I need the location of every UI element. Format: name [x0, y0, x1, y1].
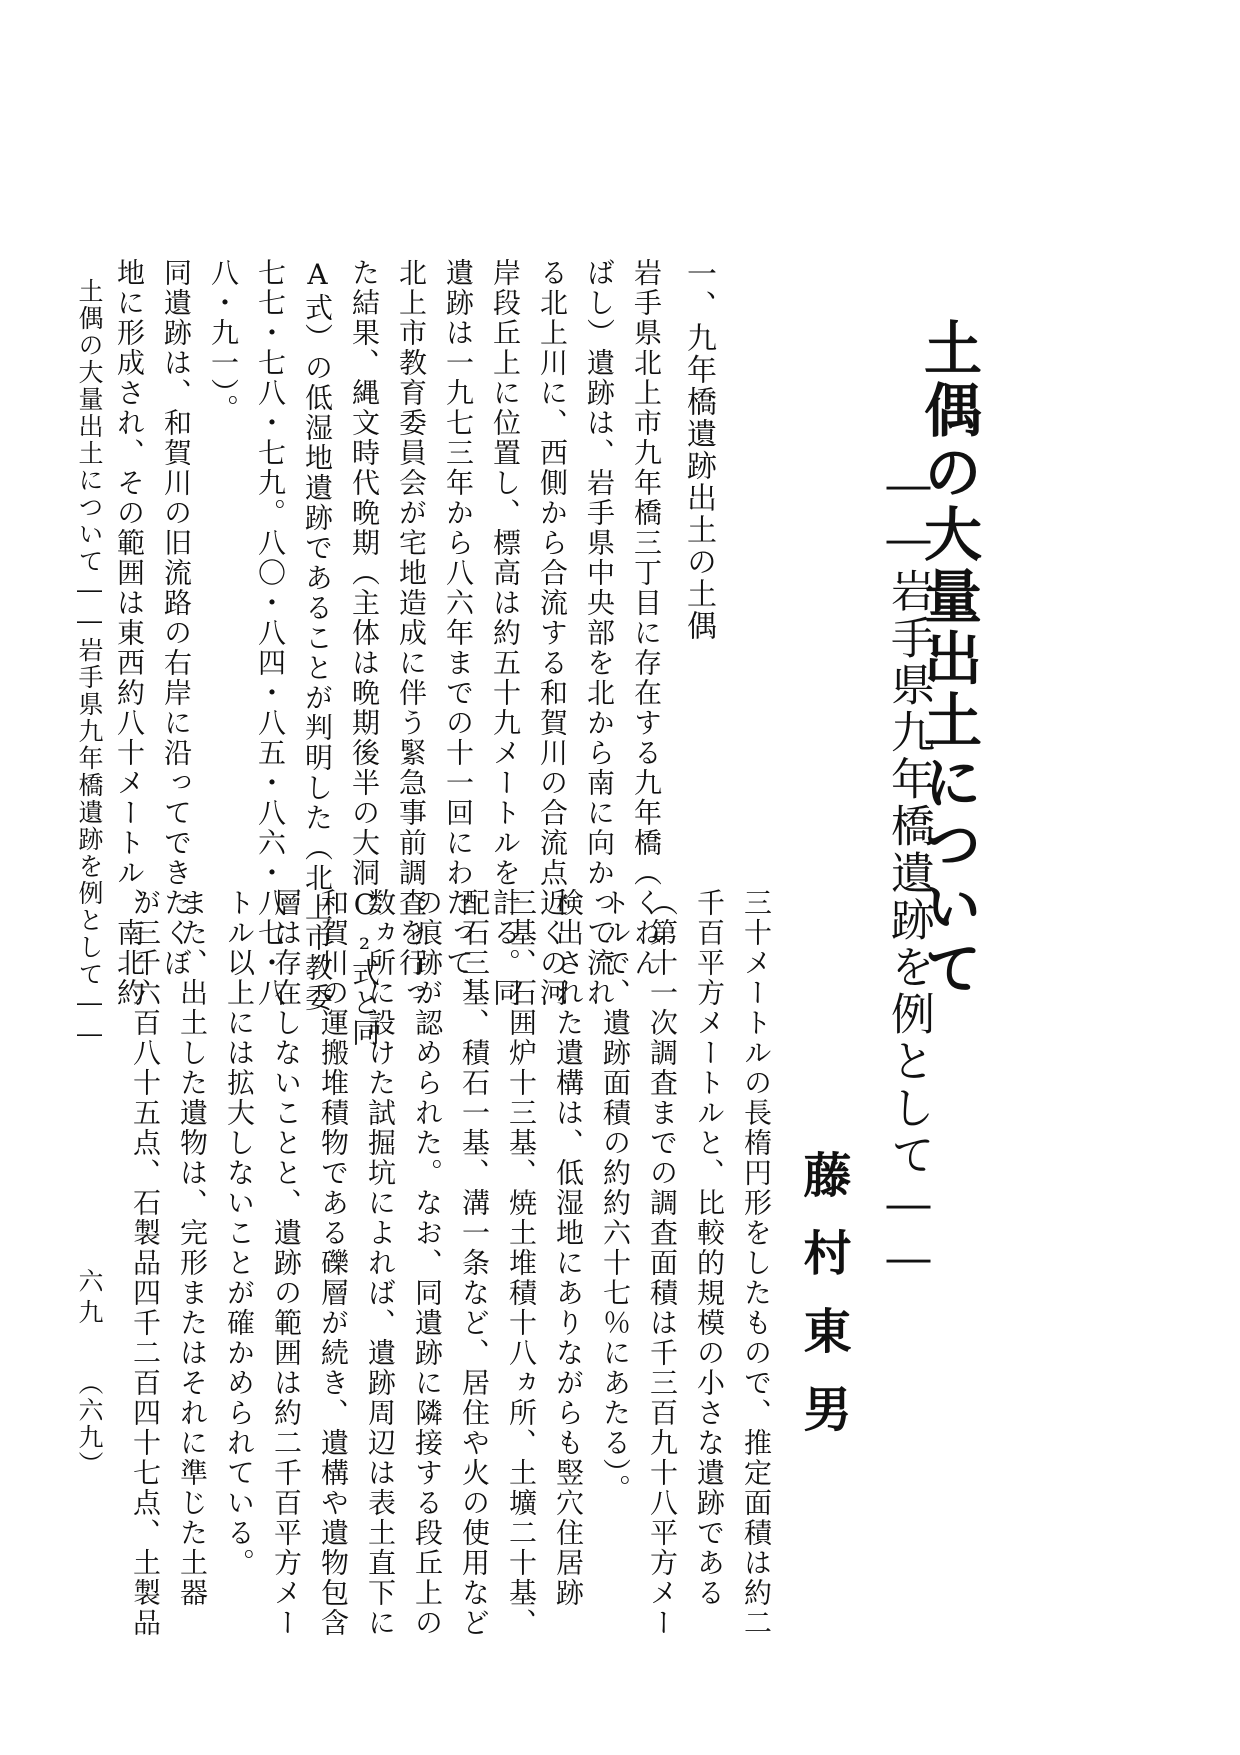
page-number-parenthesized: （六九） — [75, 1370, 104, 1478]
author-name: 藤村東男 — [795, 1150, 851, 1462]
article-subtitle: ――岩手県九年橋遺跡を例として―― — [883, 460, 934, 1287]
lower-text-line: （第十一次調査までの調査面積は千三百九十八平方メー — [646, 888, 679, 1638]
lower-text-line: が三千六百八十五点、石製品四千二百四十七点、土製品 — [129, 888, 162, 1638]
upper-text-line: 遺跡は一九七三年から八六年までの十一回にわたって、 — [442, 258, 475, 1008]
lower-text-line: 三基、石囲炉十三基、焼土堆積十八ヵ所、土壙二十基、 — [505, 888, 538, 1638]
upper-text-line: る北上川に、西側から合流する和賀川の合流点近くの河 — [536, 258, 569, 1008]
lower-text-line: 千百平方メートルと、比較的規模の小さな遺跡である — [693, 888, 726, 1608]
upper-text-line: 地に形成され、その範囲は東西約八十メートル、南北約 — [113, 258, 146, 1008]
lower-text-line: 和賀川の運搬堆積物である礫層が続き、遺構や遺物包含 — [317, 888, 350, 1638]
running-title: 土偶の大量出土について――岩手県九年橋遺跡を例として―― — [75, 278, 104, 1050]
lower-text-line: 三十メートルの長楕円形をしたもので、推定面積は約二 — [740, 888, 773, 1638]
upper-text-line: た結果、縄文時代晩期（主体は晩期後半の大洞C₂式と同 — [348, 258, 381, 1048]
lower-text-line: 数ヵ所に設けた試掘坑によれば、遺跡周辺は表土直下に — [364, 888, 397, 1638]
lower-text-line: 配石三基、積石一基、溝一条など、居住や火の使用など — [458, 888, 491, 1638]
page-number: 六九 — [75, 1268, 104, 1330]
upper-text-line: 七七・七八・七九。八〇・八四・八五・八六・八七・八 — [254, 258, 287, 1008]
lower-text-line: トル以上には拡大しないことが確かめられている。 — [223, 888, 256, 1578]
upper-text-line: 岸段丘上に位置し、標高は約五十九メートルを計る。同 — [489, 258, 522, 1008]
upper-text-line: ばし）遺跡は、岩手県中央部を北から南に向かって流れ — [583, 258, 616, 1008]
article-title: 土偶の大量出土について — [914, 318, 982, 1000]
upper-text-line: 八・九一）。 — [207, 258, 240, 424]
section-heading: 一、九年橋遺跡出土の土偶 — [681, 258, 716, 642]
upper-text-line: 同遺跡は、和賀川の旧流路の右岸に沿ってできたくぼ — [160, 258, 193, 978]
lower-text-line: トルで、遺跡面積の約約六十七％にあたる）。 — [599, 888, 632, 1504]
lower-text-line: また、出土した遺物は、完形またはそれに準じた土器 — [176, 888, 209, 1608]
lower-text-line: 層は存在しないことと、遺跡の範囲は約二千百平方メー — [270, 888, 303, 1638]
upper-text-line: 岩手県北上市九年橋三丁目に存在する九年橋（くねん — [630, 258, 663, 978]
lower-text-line: の痕跡が認められた。なお、同遺跡に隣接する段丘上の — [411, 888, 444, 1638]
lower-text-line: 検出された遺構は、低湿地にありながらも竪穴住居跡 — [552, 888, 585, 1608]
upper-text-line: 北上市教育委員会が宅地造成に伴う緊急事前調査を行っ — [395, 258, 428, 1008]
upper-text-line: A式）の低湿地遺跡であることが判明した（北上市教委 — [301, 258, 334, 1013]
